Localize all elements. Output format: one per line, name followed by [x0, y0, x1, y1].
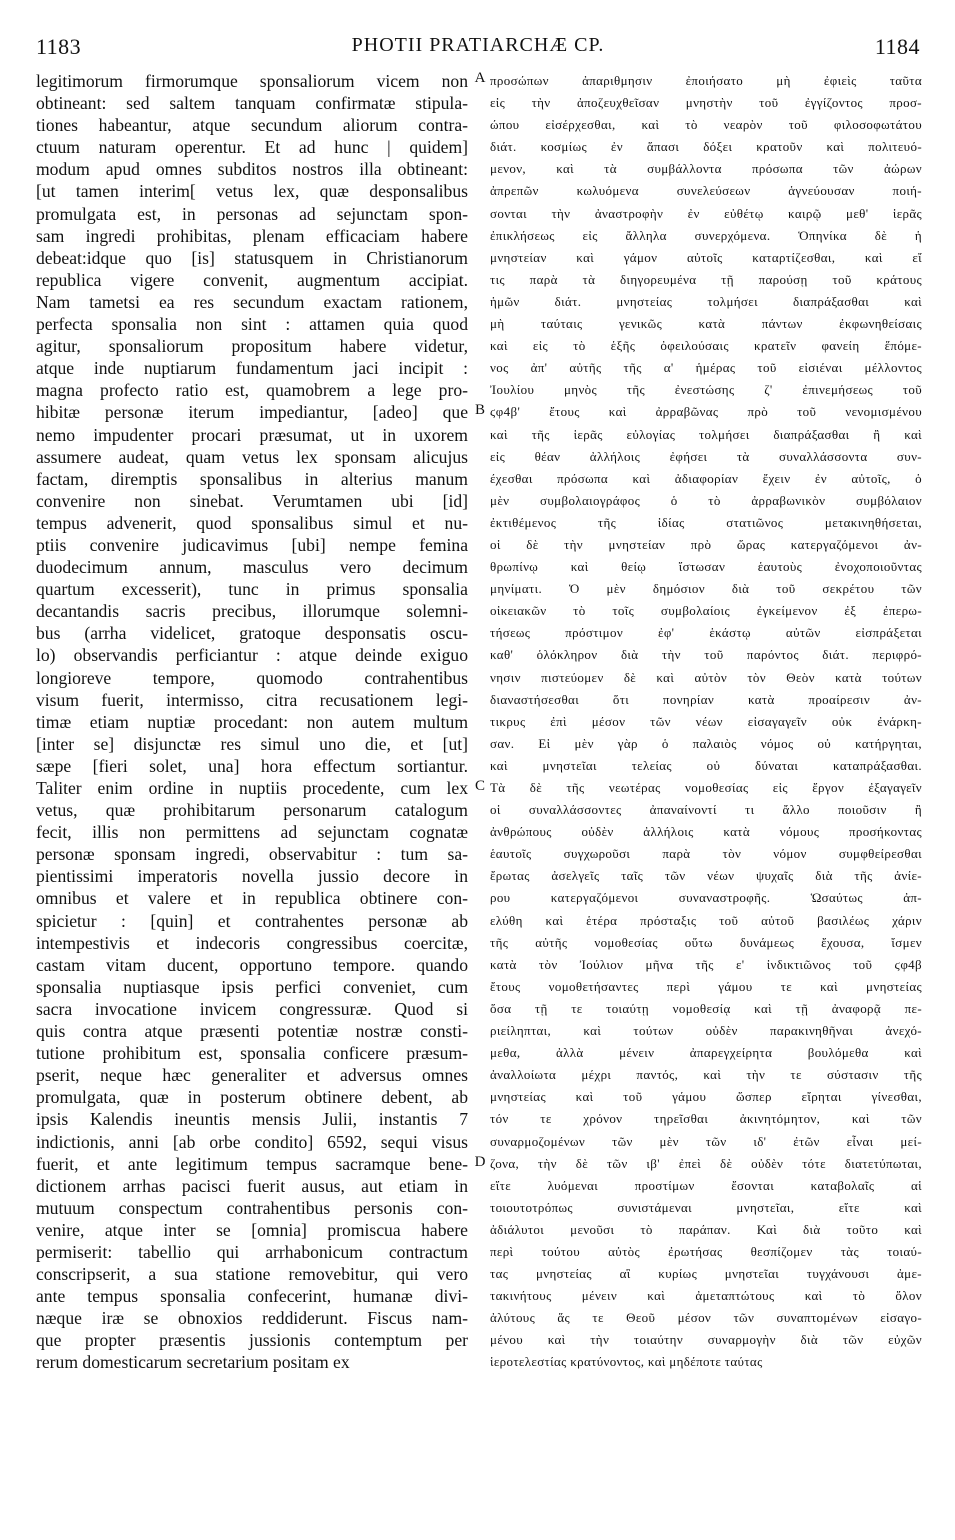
greek-text-line: ἑαυτοῖς συγχωροῦσι παρὰ τὸν νόμον συμφθείρεσθαι [490, 846, 922, 862]
greek-text-line: διαναστήσεσθαι ὅτι πονηρίαν κατὰ προαίρεσιν ἀν- [490, 691, 922, 707]
latin-text-line: rerum domesticarum secretarium positam ex [36, 1352, 350, 1373]
greek-text-line: ἐκτιθέμενος τῆς ἰδίας στατιῶνος μετακινηθήσεται, [490, 514, 922, 530]
latin-text-line: Nam tametsi ea res secundum exactam rationem, [36, 291, 468, 312]
latin-text-line: sæpe [fieri solet, una] hora effectum sortiantur. [36, 755, 468, 776]
latin-text-line: longioreve tempore, quomodo contrahentibus [36, 667, 468, 688]
latin-text-line: castam vitam ducent, opportuno tempore. quando [36, 954, 468, 975]
page-header [36, 34, 920, 58]
latin-text-line: quartum excesserit), tunc in primus sponsalia [36, 579, 468, 600]
latin-text-line: vetus, quæ prohibitarum personarum catalogum [36, 800, 468, 821]
latin-text-line: agitur, sponsaliorum propositum habere videtur, [36, 336, 468, 357]
greek-text-line: καὶ εἰς τὸ ἑξῆς ὀφειλούσαις κρατεῖν φανείη ἕπόμε- [490, 338, 922, 354]
greek-text-line: μνηστείας καὶ τοῦ γάμου ὥσπερ εἴρηται γίνεσθαι, [490, 1089, 922, 1105]
greek-text-line: ρου κατεργαζόμενοι συναναστροφῆς. Ὡσαύτως ἀπ- [490, 890, 922, 906]
greek-text-line: προσώπων ἀπαριθμησιν ἐποιήσατο μὴ ἐφιεὶς ταῦτα [490, 73, 922, 88]
greek-text-line: μενον, καὶ τὰ συμβάλλοντα πρόσωπα τῶν ἀώρων [490, 161, 922, 177]
greek-text-line: κατὰ τὸν Ἰούλιον μῆνα τῆς ε' ἰνδικτιῶνος τοῦ ϛφ4β [490, 956, 922, 972]
latin-text-line: perfecta sponsalia non sint : attamen quia quod [36, 314, 468, 335]
greek-text-line: οἱ δὲ τὴν μνηστείαν πρὸ ὥρας κατεργαζόμενοι ἀν- [490, 536, 922, 552]
latin-text-line: republica vigere convenit, augmentum accipiat. [36, 269, 468, 290]
latin-text-line: fecit, illis non permittens ad sejunctam cognatæ [36, 822, 468, 843]
latin-text-line: [ut tamen interim[ vetus lex, quæ desponsalibus [36, 181, 468, 202]
greek-text-line: μένου καὶ τὴν τοιαύτην συναρμογὴν διὰ τῶν εὐχῶν [490, 1332, 922, 1348]
section-marker-d: D [474, 1154, 486, 1170]
greek-text-line: θρωπίνῳ καὶ θείῳ ἴστωσαν ἑαυτοὺς ἐνοχοποιοῦντας [490, 559, 922, 575]
greek-text-line: καὶ τῆς ἱερᾶς εὐλογίας τολμήσει διαπράξασθαι ἢ καὶ [490, 426, 922, 442]
latin-text-line: duodecimum annum, masculus vero decimum [36, 557, 468, 578]
greek-text-line: μνηστείαν καὶ γάμον αὐτοῖς καταρτίζεσθαι, καὶ εἴ [490, 249, 922, 265]
latin-text-line: conscripserit, a sua statione removebitur, qui vero [36, 1264, 468, 1285]
latin-text-line: bus (arrha videlicet, gratoque desponsatis oscu- [36, 623, 468, 644]
latin-text-line: tutione prohibitum est, sponsalia conficere præsum- [36, 1043, 468, 1064]
greek-text-line: ϛφ4β' ἔτους καὶ ἀρραβῶνας πρὸ τοῦ νενομισμένου [490, 404, 922, 420]
greek-text-line: καθ' ὁλόκληρον διὰ τὴν τοῦ παρόντος διάτ. περιφρό- [490, 647, 922, 663]
greek-text-line: τῆς αὐτῆς νομοθεσίας οὕτω δυνάμεως ἔχουσα, ἴσμεν [490, 934, 922, 950]
latin-text-line: lo) observandis perficiantur : atque deinde exiguo [36, 645, 468, 666]
latin-text-line: venire, atque inter se [omnia] promiscua habere [36, 1219, 468, 1240]
greek-text-line: ἀλύτους ἅς τε Θεοῦ μέσον τῶν συναπτομένων εἰσαγο- [490, 1310, 922, 1326]
latin-text-line: legitimorum firmorumque sponsaliorum vicem non [36, 71, 468, 91]
latin-text-line: ante tempus sponsalia confecerint, humanæ divi- [36, 1286, 468, 1307]
greek-text-line: έχεσθαι πρόσωπα καὶ ἀδιαφορίαν ἔχειν ἐν αὐτοῖς, ὁ [490, 470, 922, 486]
latin-column [36, 70, 468, 1374]
latin-text-line: [inter se] disjunctæ res simul uno die, et [ut] [36, 733, 468, 754]
greek-text-line: Τὰ δὲ τῆς νεωτέρας νομοθεσίας εἰς ἔργον ἐξαγαγεῖν [490, 780, 922, 795]
latin-text-line: spicietur : [quin] et contrahentes personæ ab [36, 910, 468, 931]
greek-text-line: περὶ τούτου αὐτὸς ἐρωτήσας θεσπίζομεν τὰς τοιαύ- [490, 1243, 922, 1259]
latin-text-line: indictionis, anni [ab orbe condito] 6592, sequi visus [36, 1131, 468, 1152]
greek-text-line: μηνίματι. Ὁ μὲν δημόσιον διὰ τοῦ σεκρέτου τῶν [490, 581, 922, 597]
greek-text-line: ἀνθρώπους οὐδὲν ἀλλήλοις κατὰ νόμους προσήκοντας [490, 824, 922, 840]
latin-text-line: nemo impudenter procari præsumat, ut in uxorem [36, 424, 468, 445]
latin-text-line: atque inde nuptiarum fundamentum jaci incipit : [36, 358, 468, 379]
greek-column [490, 70, 922, 1374]
greek-text-line: ελύθη καὶ ἑτέρα πρόσταξις τοῦ αὐτοῦ βασιλέως χάριν [490, 912, 922, 928]
latin-text-line: omnibus et valere et in republica obtinere con- [36, 888, 468, 909]
latin-text-line: tempus advenerit, quod sponsalibus simul et nu- [36, 512, 468, 533]
greek-text-line: τόν τε χρόνον τηρεῖσθαι ἀκινητόμητον, καὶ τῶν [490, 1111, 922, 1127]
greek-text-line: τακινήτους μένειν καὶ ἀμεταπτώτους καὶ τὸ ὅλον [490, 1288, 922, 1304]
greek-text-line: ἀναλλοίωτα μέχρι παντός, καὶ τὴν τε σύστασιν τῆς [490, 1067, 922, 1083]
right-page-number: 1184 [874, 34, 920, 59]
greek-text-line: ριείληπται, καὶ τούτων οὐδὲν παρακινηθῆναι ἀνεχό- [490, 1023, 922, 1039]
latin-text-line: promulgata, quæ in posterum obtinere debent, ab [36, 1087, 468, 1108]
greek-text-line: τας μνηστείας αἳ κυρίως μνηστεῖαι τυγχάνουσι ἀμε- [490, 1266, 922, 1282]
latin-text-line: quis contra atque præsenti potentiæ nostræ consti- [36, 1021, 468, 1042]
section-marker-b: B [474, 402, 485, 418]
greek-text-line: συναρμοζομένων τῶν μὲν τῶν ιδ' ἐτῶν εἶναι μεί- [490, 1133, 922, 1149]
latin-text-line: timæ etiam nuptiæ procedant: non autem multum [36, 711, 468, 732]
greek-text-line: σαν. Εἰ μὲν γὰρ ὁ παλαιὸς νόμος οὐ κατήργηται, [490, 735, 922, 751]
latin-text-line: pserit, neque hæc generaliter et adversus omnes [36, 1065, 468, 1086]
greek-text-line: μεθα, ἀλλὰ μένειν ἀπαρεγχείρητα βουλόμεθα καὶ [490, 1045, 922, 1061]
greek-text-line: ἡμῶν διάτ. μνηστείας τολμήσει διαπράξασθαι καὶ [490, 293, 922, 309]
latin-text-line: ctuum naturam operentur. Et ad hunc | quidem] [36, 137, 468, 158]
greek-text-line: μὴ ταύταις γενικῶς κατὰ πάντων ἐκφωνηθείσαις [490, 316, 922, 332]
greek-text-line: ἀπρεπῶν κωλυόμενα συνελεύσεων ἁγνεύουσαν ποιή- [490, 183, 922, 199]
latin-text-line: permiserit: tabellio qui arrhabonicum contractum [36, 1241, 468, 1262]
latin-text-line: intempestivis et indecoris congressibus coercitæ, [36, 932, 468, 953]
latin-text-line: fuerit, et ante legitimum tempus sacramque bene- [36, 1153, 468, 1174]
latin-text-line: assumere audeat, quam vetus lex sponsam alicujus [36, 446, 468, 467]
greek-text-line: νησιν πιστεύομεν δὲ καὶ αὐτὸν τὸν Θεὸν κατὰ τούτων [490, 669, 922, 685]
running-title: PHOTII PRATIARCHÆ CP. [351, 34, 605, 56]
left-page-number: 1183 [36, 34, 82, 59]
greek-text-line: διάτ. κοσμίως ἐν ἅπασι δόξει κρατοῦν καὶ πολιτευό- [490, 139, 922, 155]
greek-text-line: μὲν συμβολαιογράφος ὁ τὸ ἀρραβωνικὸν συμβόλαιον [490, 492, 922, 508]
greek-text-line: ζονα, τὴν δὲ τῶν ιβ' ἐπεὶ δὲ οὐδὲν τότε διατετύπωται, [490, 1155, 922, 1171]
greek-text-line: ώπου εἰσέρχεσθαι, καὶ τὸ νεαρὸν τοῦ φιλοσοφωτάτου [490, 117, 922, 133]
greek-text-line: ἀδιάλυτοι μενοῦσι τὸ παράπαν. Καὶ διὰ τοῦτο καὶ [490, 1221, 922, 1237]
latin-text-line: sam ingredi prohibitas, plenam efficaciam habere [36, 225, 468, 246]
greek-text-line: ἐπικλήσεως εἰς ἄλληλα συνερχόμενα. Ὁπηνίκα δὲ ἡ [490, 227, 922, 243]
latin-text-line: sponsalia nuptiasque ipsis perfici conveniet, cum [36, 976, 468, 997]
latin-text-line: tiones habeantur, atque secundum aliorum contra- [36, 115, 468, 136]
latin-text-line: convenire non sinebat. Verumtamen ubi [id] [36, 490, 468, 511]
latin-text-line: promulgata est, in personas ad sejunctam spon- [36, 203, 468, 224]
latin-text-line: factam, diremptis sponsalibus in alterius manum [36, 468, 468, 489]
greek-text-line: εἰς τὴν ἀποζευχθεῖσαν μνηστὴν τοῦ ἐγγίζοντος προσ- [490, 95, 922, 111]
latin-text-line: sacra invocatione invicem congressuræ. Quod si [36, 998, 468, 1019]
latin-text-line: debeat:idque quo [is] statusquem in Christianorum [36, 247, 468, 268]
latin-text-line: personæ sponsam ingredi, observabitur : tum sa- [36, 844, 468, 865]
greek-text-line: τήσεως πρόστιμον ἐφ' ἑκάστῳ αὐτῶν εἰσπράξεται [490, 625, 922, 641]
greek-text-line: τικρυς ἐπὶ μέσον τῶν νέων εἰσαγαγεῖν οὐκ ἐνάρκη- [490, 713, 922, 729]
latin-text-line: Taliter enim ordine in nuptiis procedente, cum lex [36, 778, 468, 798]
greek-text-line: εἰς θέαν ἀλλήλοις ἐφήσει τὰ συναλλάσσοντα συν- [490, 448, 922, 464]
latin-text-line: ptiis convenire judicavimus [ubi] nempe femina [36, 534, 468, 555]
section-marker-a: A [474, 70, 486, 86]
greek-text-line: ἔτους νομοθετήσαντες περὶ γάμου τε καὶ μνηστείας [490, 978, 922, 994]
latin-text-line: que propter præsentis jussionis contemptum per [36, 1330, 468, 1351]
greek-text-line: οἰκειακῶν τὸ τοῖς συμβολαίοις ἐγκείμενον ἐξ ἐπερω- [490, 603, 922, 619]
greek-text-line: Ἰουλίου μηνὸς τῆς ἐνεστώσης ζ' ἐπινεμήσεως τοῦ [490, 382, 922, 398]
latin-text-line: mutuum conspectum contrahentibus personis con- [36, 1197, 468, 1218]
greek-text-line: ἱεροτελεστίας κρατύνοντος, καὶ μηδέποτε ταύτας [490, 1354, 763, 1370]
greek-text-line: οἱ συναλλάσσοντες ἀπαναίνοντί τι ἄλλο ποιοῦσιν ἢ [490, 802, 922, 818]
latin-text-line: modum apud omnes subditos nostros illa obtineant: [36, 159, 468, 180]
greek-text-line: νος ἀπ' αὐτῆς τῆς α' ἡμέρας τοῦ εἰσιέναι μέλλοντος [490, 360, 922, 376]
latin-text-line: magna profecto ratio est, quamobrem a lege pro- [36, 380, 468, 401]
latin-text-line: næque iræ se obnoxios reddiderunt. Fiscus nam- [36, 1308, 468, 1329]
latin-text-line: dictionem arrhas pacisci fuerit ausus, aut etiam in [36, 1175, 468, 1196]
latin-text-line: ipsis Kalendis ineuntis mensis Julii, instantis 7 [36, 1109, 468, 1130]
latin-text-line: obtineant: sed saltem tanquam confirmatæ stipula- [36, 93, 468, 114]
greek-text-line: τις παρὰ τὰ διηγορευμένα τῇ παρούσῃ τοῦ κράτους [490, 271, 922, 287]
greek-text-line: ὅσα τῇ τε τοιαύτῃ νομοθεσίᾳ καὶ τῇ ἀναφορᾷ πε- [490, 1000, 922, 1016]
latin-text-line: visum fuerit, intermisso, citra recusationem legi- [36, 689, 468, 710]
greek-text-line: ἔρωτας ἀσελγεῖς ταῖς τῶν νέων ψυχαῖς διὰ τῆς ἀνίε- [490, 868, 922, 884]
latin-text-line: pientissimi imperatoris novella jussio decore in [36, 866, 468, 887]
greek-text-line: σονται τὴν ἀναστροφὴν ἐν εὐθέτῳ καιρῷ μεθ' ἱερᾶς [490, 205, 922, 221]
section-marker-c: C [474, 778, 485, 794]
greek-text-line: εἴτε λυόμεναι προστίμων ἔσονται καταβολαῖς αἱ [490, 1177, 922, 1193]
latin-text-line: hibitæ personæ iterum impediantur, [adeo] que [36, 402, 468, 423]
greek-text-line: τοιουτοτρόπως συνιστάμεναι μνηστεῖαι, εἴτε καὶ [490, 1199, 922, 1215]
greek-text-line: καὶ μνηστεῖαι τελείας οὐ δύναται καταπράξασθαι. [490, 757, 922, 773]
latin-text-line: decantandis sacris precibus, illorumque solemni- [36, 601, 468, 622]
